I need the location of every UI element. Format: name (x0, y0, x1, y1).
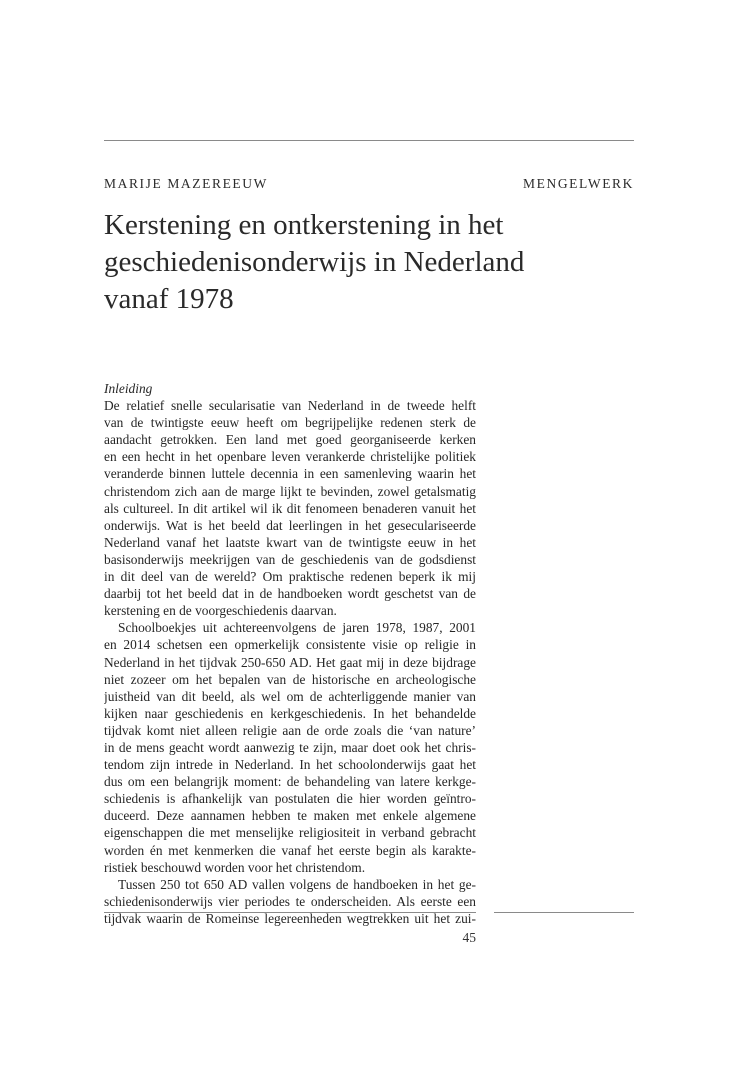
text-line: als cultureel. In dit artikel wil ik dit fenomeen benaderen vanuit het (104, 500, 476, 516)
text-line: Schoolboekjes uit achtereenvolgens de jaren 1978, 1987, 2001 (118, 620, 476, 636)
footer-rule-right (494, 912, 634, 913)
text-line: in dit deel van de wereld? Om praktische redenen beperk ik mij (104, 569, 476, 585)
article-body (104, 380, 476, 927)
text-line: ristiek beschouwd worden voor het christendom. (104, 859, 366, 875)
text-line: tijdvak komt niet alleen religie aan de orde zoals die ‘van nature’ (104, 722, 476, 738)
text-line: basisonderwijs meekrijgen van de geschiedenis van de godsdienst (104, 551, 476, 567)
title-line: vanaf 1978 (104, 283, 234, 315)
paragraph-1 (104, 397, 476, 619)
text-line: schiedenisonderwijs vier periodes te onderscheiden. Als eerste een (104, 893, 476, 909)
paragraph-2 (104, 619, 476, 875)
author-name: MARIJE MAZEREEUW (104, 176, 268, 191)
text-line: duceerd. Deze aannamen hebben te maken met enkele algemene (104, 808, 476, 824)
text-line: daarbij tot het beeld dat in de handboeken wordt geschetst van de (104, 586, 476, 602)
section-subheading: Inleiding (104, 381, 153, 396)
title-line: geschiedenisonderwijs in Nederland (104, 246, 525, 278)
text-line: Nederland vanaf het laatste kwart van de twintigste eeuw in het (104, 534, 476, 550)
text-line: De relatief snelle secularisatie van Nederland in de tweede helft (104, 398, 476, 414)
text-line: kijken naar geschiedenis en kerkgeschiedenis. In het behandelde (104, 705, 476, 721)
top-rule (104, 140, 634, 141)
text-line: Tussen 250 tot 650 AD vallen volgens de handboeken in het ge- (118, 876, 476, 892)
text-line: schiedenis is afhankelijk van postulaten die hier worden geïntro- (104, 791, 476, 807)
text-line: aandacht getrokken. Een land met goed georganiseerde kerken (104, 432, 476, 448)
text-line: tijdvak waarin de Romeinse legereenheden wegtrekken uit het zui- (104, 910, 476, 926)
title-line: Kerstening en ontkerstening in het (104, 209, 504, 241)
text-line: van de twintigste eeuw heeft om begrijpelijke redenen sterk de (104, 415, 476, 431)
text-line: en 2014 schetsen een opmerkelijk consistente visie op religie in (104, 637, 476, 653)
text-line: in de mens geacht wordt aanwezig te zijn, maar doet ook het chris- (104, 739, 476, 755)
section-label: MENGELWERK (523, 176, 634, 191)
text-line: en een hecht in het openbare leven verankerde christelijke politiek (104, 449, 476, 465)
text-line: juistheid van dit beeld, als wel om de achterliggende manier van (104, 688, 476, 704)
text-line: dus om een belangrijk moment: de behandeling van latere kerkge- (104, 774, 476, 790)
text-line: worden én met kenmerken die vanaf het eerste begin als karakte- (104, 842, 476, 858)
text-line: kerstening en de voorgeschiedenis daarvan. (104, 603, 337, 619)
running-header (104, 176, 634, 192)
text-line: veranderde binnen luttele decennia in een samenleving waarin het (104, 466, 476, 482)
text-line: eigenschappen die met menselijke religiositeit in verband gebracht (104, 825, 476, 841)
text-line: onderwijs. Wat is het beeld dat leerlingen in het geseculariseerde (104, 517, 476, 533)
page-number: 45 (462, 930, 476, 945)
text-line: niet zozeer om het bepalen van de historische en archeologische (104, 671, 476, 687)
text-line: Nederland in het tijdvak 250-650 AD. Het gaat mij in deze bijdrage (104, 654, 476, 670)
footer-rule-left (104, 912, 476, 913)
article-title (104, 207, 604, 318)
text-line: christendom zich aan de marge lijkt te bevinden, zowel getalsmatig (104, 483, 476, 499)
paragraph-3 (104, 876, 476, 927)
text-line: tendom zijn intrede in Nederland. In het schoolonderwijs gaat het (104, 757, 476, 773)
